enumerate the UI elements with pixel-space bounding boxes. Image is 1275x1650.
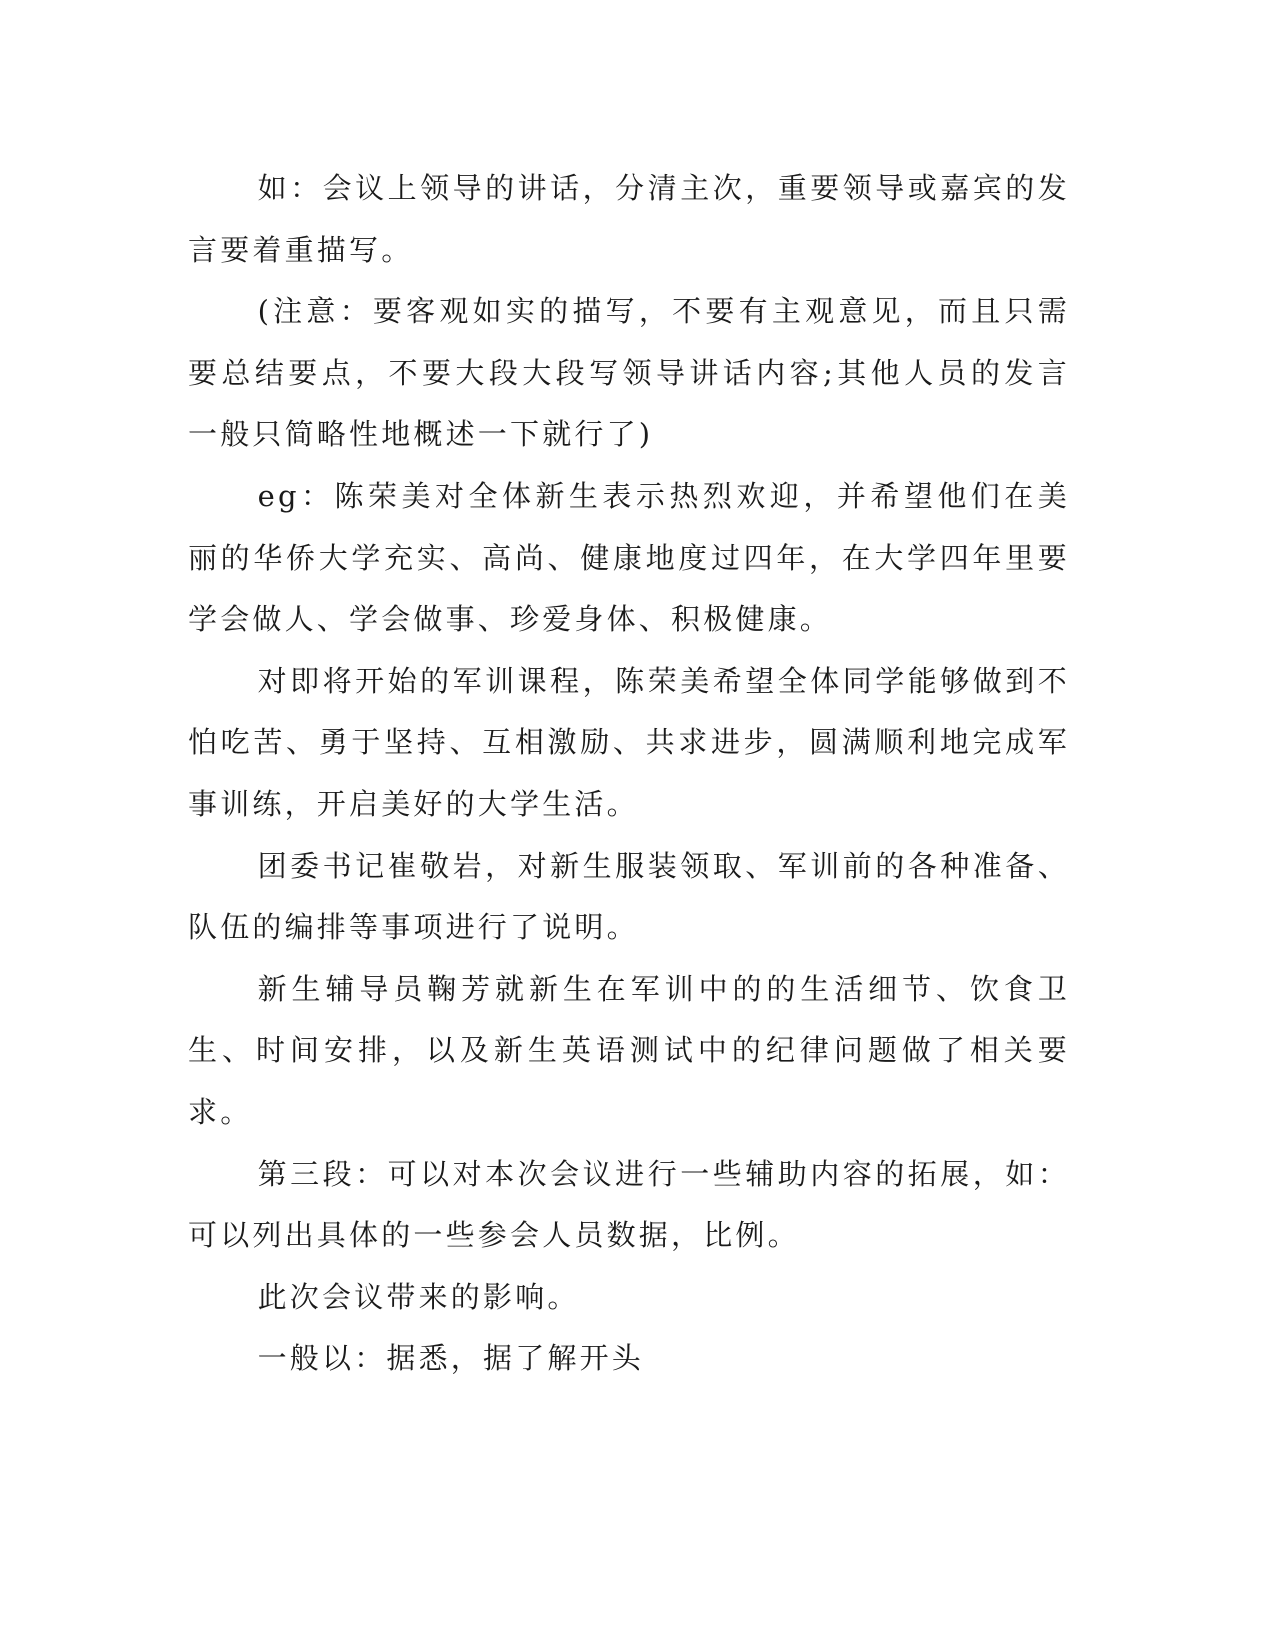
paragraph-third-section: 第三段：可以对本次会议进行一些辅助内容的拓展，如：可以列出具体的一些参会人员数据，比例。 — [188, 1156, 1070, 1253]
paragraph-note: (注意：要客观如实的描写，不要有主观意见，而且只需要总结要点，不要大段大段写领导讲话内容;其他人员的发言一般只简略性地概述一下就行了) — [188, 294, 1070, 452]
paragraph-military-training: 对即将开始的军训课程，陈荣美希望全体同学能够做到不怕吃苦、勇于坚持、互相激励、共求进步，圆满顺利地完成军事训练，开启美好的大学生活。 — [188, 663, 1070, 821]
document-body — [188, 158, 1070, 1390]
paragraph-example-welcome: eg：陈荣美对全体新生表示热烈欢迎，并希望他们在美丽的华侨大学充实、高尚、健康地度过四年，在大学四年里要学会做人、学会做事、珍爱身体、积极健康。 — [188, 478, 1070, 637]
paragraph-youth-league: 团委书记崔敬岩，对新生服装领取、军训前的各种准备、队伍的编排等事项进行了说明。 — [188, 848, 1070, 945]
paragraph-opening-phrase: 一般以：据悉，据了解开头 — [257, 1341, 644, 1376]
paragraph-impact: 此次会议带来的影响。 — [257, 1279, 580, 1314]
paragraph-counselor: 新生辅导员鞠芳就新生在军训中的的生活细节、饮食卫生、时间安排，以及新生英语测试中的纪律问题做了相关要求。 — [188, 971, 1070, 1129]
paragraph-leader-speech: 如：会议上领导的讲话，分清主次，重要领导或嘉宾的发言要着重描写。 — [188, 171, 1070, 267]
